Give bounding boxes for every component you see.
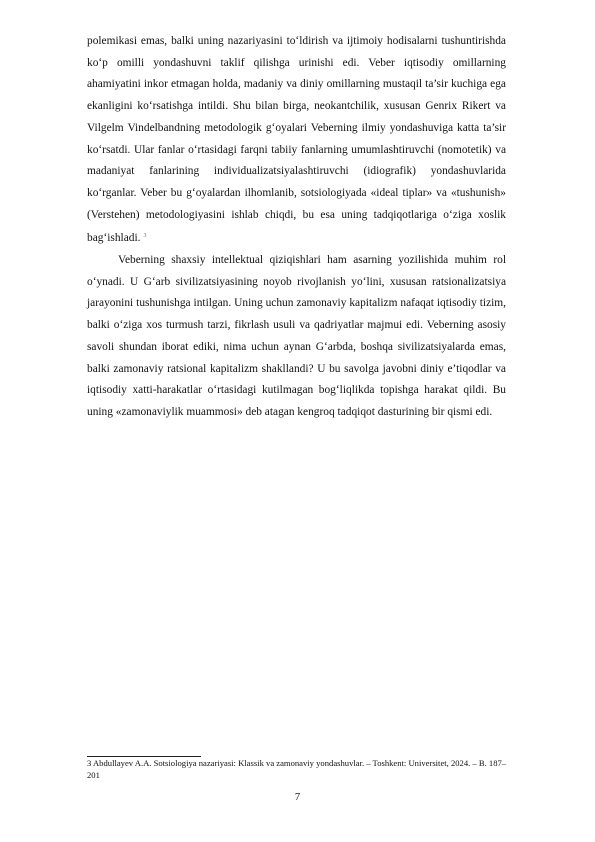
paragraph-2-text: Veberning shaxsiy intellektual qiziqishlari ham asarning yozilishida muhim rol o‘ynadi. U G‘arb sivilizatsiyasining noyob rivojlanish yo‘lini, xususan ratsionalizatsiya jarayonini tushunishga intilgan. Uning uchun zamonaviy kapitalizm nafaqat iqtisodiy tizim, balki o‘ziga xos turmush tarzi, fikrlash usuli va qadriyatlar majmui edi. Veberning asosiy savoli shundan iborat ediki, nima uchun aynan G‘arbda, boshqa sivilizatsiyalarda emas, balki zamonaviy ratsional kapitalizm shakllandi? U bu savolga javobni diniy e’tiqodlar va iqtisodiy xatti-harakatlar o‘rtasidagi kutilmagan bog‘liqlikda topishga harakat qildi. Bu uning «zamonaviylik muammosi» deb atagan kengroq tadqiqot dasturining bir qismi edi. bbox=[87, 254, 506, 418]
page-number: 7 bbox=[294, 792, 301, 803]
footnote: 3 Abdullayev A.A. Sotsiologiya nazariyasi: Klassik va zamonaviy yondashuvlar. – Toshkent: Universitet, 2024. – B. 187–201 bbox=[87, 758, 507, 780]
footnote-separator bbox=[87, 756, 201, 757]
paragraph-1-text: polemikasi emas, balki uning nazariyasini to‘ldirish va ijtimoiy hodisalarni tushuntirishda ko‘p omilli yondashuvni taklif qilishga urinishi edi. Veber iqtisodiy omillarning ahamiyatini inkor etmagan holda, madaniy va diniy omillarning mustaqil ta’sir kuchiga ega ekanligini ko‘rsatishga intildi. Shu bilan birga, neokantchilik, xususan Genrix Rikert va Vilgelm Vindelbandning metodologik g‘oyalari Veberning ilmiy yondashuviga katta ta’sir ko‘rsatdi. Ular fanlar o‘rtasidagi farqni tabiiy fanlarning umumlashtiruvchi (nomotetik) va madaniyat fanlarining individualizatsiyalashtiruvchi (idiografik) yondashuvlarida ko‘rganlar. Veber bu g‘oyalardan ilhomlanib, sotsiologiyada «ideal tiplar» va «tushunish» (Verstehen) metodologiyasini ishlab chiqdi, bu esa uning tadqiqotlariga o‘ziga xoslik bag‘ishladi. bbox=[87, 35, 506, 245]
footnote-reference[interactable]: 3 bbox=[143, 233, 147, 240]
paragraph-1 bbox=[87, 31, 506, 250]
paragraph-2 bbox=[87, 250, 506, 424]
body-text bbox=[87, 31, 506, 424]
